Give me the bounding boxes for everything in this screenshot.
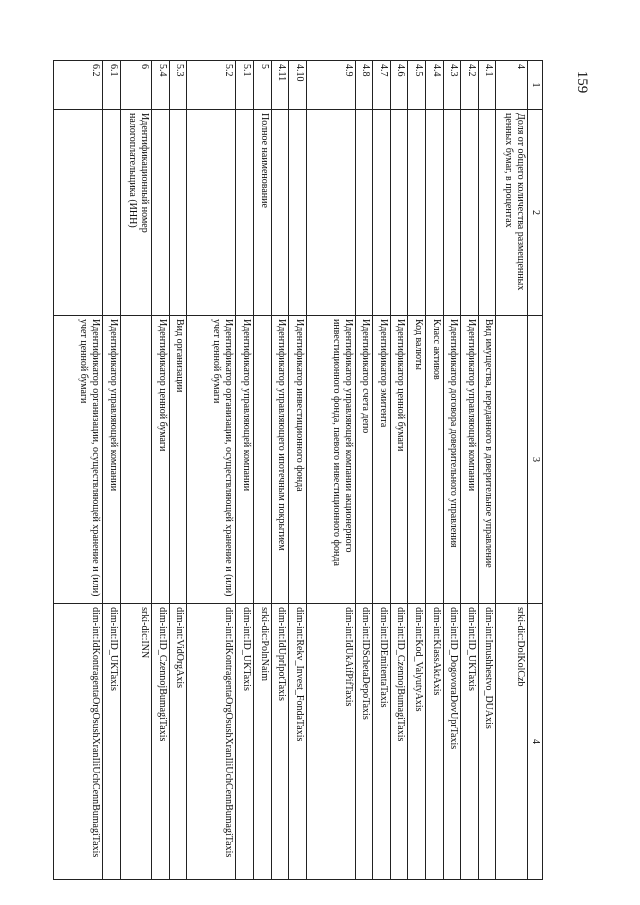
indicator-name-cell <box>289 110 307 316</box>
table-row <box>271 61 289 880</box>
dimension-name-cell: Идентификатор инвестиционного фонда <box>289 316 307 604</box>
indicator-name-cell: Полное наименование <box>254 110 272 316</box>
code-cell: dim-int:ID_UKTaxis <box>236 604 254 880</box>
indicator-name-cell <box>169 110 187 316</box>
table-row <box>103 61 121 880</box>
indicator-name-cell <box>426 110 444 316</box>
dimension-name-cell: Код валюты <box>408 316 426 604</box>
code-cell: dim-int:Kod_ValyutyAxis <box>408 604 426 880</box>
dimension-name-cell: Идентификатор эмитента <box>373 316 391 604</box>
indicator-name-cell <box>152 110 170 316</box>
code-cell: dim-int:Imushhestvo_DUAxis <box>478 604 496 880</box>
table-row <box>289 61 307 880</box>
code-cell: dim-int:ID_UKTaxis <box>103 604 121 880</box>
code-cell: dim-int:IDEmitentaTaxis <box>373 604 391 880</box>
row-number-cell: 5.2 <box>187 61 236 110</box>
row-number-cell: 4.5 <box>408 61 426 110</box>
table-row <box>54 61 103 880</box>
indicator-name-cell <box>306 110 355 316</box>
row-number-cell: 4.1 <box>478 61 496 110</box>
row-number-cell: 6 <box>120 61 152 110</box>
dimension-name-cell: Идентификатор управляющей компании <box>103 316 121 604</box>
header-cell-2: 2 <box>528 110 543 316</box>
row-number-cell: 5 <box>254 61 272 110</box>
indicator-name-cell <box>103 110 121 316</box>
row-number-cell: 4.11 <box>271 61 289 110</box>
dimension-name-cell: Идентификатор организации, осуществляющей хранение и (или) учет ценной бумаги <box>54 316 103 604</box>
table-row <box>236 61 254 880</box>
code-cell: srki-dic:INN <box>120 604 152 880</box>
table-row <box>478 61 496 880</box>
indicator-name-cell <box>443 110 461 316</box>
row-number-cell: 4.6 <box>390 61 408 110</box>
row-number-cell: 4.3 <box>443 61 461 110</box>
dimension-name-cell: Класс активов <box>426 316 444 604</box>
attribute-table <box>53 60 543 880</box>
row-number-cell: 5.3 <box>169 61 187 110</box>
table-row <box>408 61 426 880</box>
table-row <box>355 61 373 880</box>
indicator-name-cell <box>408 110 426 316</box>
code-cell: dim-int:ID_CzennojBumagiTaxis <box>152 604 170 880</box>
dimension-name-cell: Идентификатор договора доверительного управления <box>443 316 461 604</box>
table-row <box>120 61 152 880</box>
dimension-name-cell: Идентификатор счета депо <box>355 316 373 604</box>
row-number-cell: 6.1 <box>103 61 121 110</box>
table-row <box>496 61 528 880</box>
code-cell: dim-int:IdUkAifPifTaxis <box>306 604 355 880</box>
table-row <box>254 61 272 880</box>
indicator-name-cell <box>355 110 373 316</box>
indicator-name-cell <box>236 110 254 316</box>
dimension-name-cell: Идентификатор управляющего ипотечным покрытием <box>271 316 289 604</box>
code-cell: dim-int:ID_CzennojBumagiTaxis <box>390 604 408 880</box>
row-number-cell: 4.8 <box>355 61 373 110</box>
table-row <box>390 61 408 880</box>
table-row <box>373 61 391 880</box>
dimension-name-cell: Вид имущества, переданного в доверительное управление <box>478 316 496 604</box>
table-row <box>152 61 170 880</box>
indicator-name-cell <box>390 110 408 316</box>
dimension-name-cell: Идентификатор управляющей компании акционерного инвестиционного фонда, паевого инвестиционного фонда <box>306 316 355 604</box>
indicator-name-cell <box>373 110 391 316</box>
table-row <box>306 61 355 880</box>
code-cell: dim-int:IdKontragentaOrgOsushXranIliUchCennBumagiTaxis <box>187 604 236 880</box>
indicator-name-cell <box>271 110 289 316</box>
code-cell: dim-int:IDSchetaDepoTaxis <box>355 604 373 880</box>
code-cell: dim-int:IdUprIpotTaxis <box>271 604 289 880</box>
code-cell: srki-dic:PolnNaim <box>254 604 272 880</box>
page-number: 159 <box>574 70 590 94</box>
header-row <box>528 61 543 880</box>
indicator-name-cell <box>187 110 236 316</box>
row-number-cell: 5.4 <box>152 61 170 110</box>
row-number-cell: 4 <box>496 61 528 110</box>
code-cell: dim-int:KlassAktAxis <box>426 604 444 880</box>
dimension-name-cell: Вид организации <box>169 316 187 604</box>
dimension-name-cell: Идентификатор ценной бумаги <box>152 316 170 604</box>
dimension-name-cell <box>120 316 152 604</box>
header-cell-1: 1 <box>528 61 543 110</box>
row-number-cell: 6.2 <box>54 61 103 110</box>
row-number-cell: 5.1 <box>236 61 254 110</box>
code-cell: dim-int:ID_DogovoraDovUprTaxis <box>443 604 461 880</box>
dimension-name-cell: Идентификатор организации, осуществляющей хранение и (или) учет ценной бумаги <box>187 316 236 604</box>
dimension-name-cell: Идентификатор управляющей компании <box>461 316 479 604</box>
table-row <box>426 61 444 880</box>
table-row <box>187 61 236 880</box>
row-number-cell: 4.7 <box>373 61 391 110</box>
table-row <box>169 61 187 880</box>
dimension-name-cell <box>254 316 272 604</box>
rotated-table-container <box>53 60 543 880</box>
table-row <box>443 61 461 880</box>
code-cell: dim-int:IdKontragentaOrgOsushXranIliUchCennBumagiTaxis <box>54 604 103 880</box>
indicator-name-cell <box>478 110 496 316</box>
header-cell-3: 3 <box>528 316 543 604</box>
table-body <box>54 61 543 880</box>
dimension-name-cell: Идентификатор управляющей компании <box>236 316 254 604</box>
code-cell: dim-int:Rekv_Invest_FondaTaxis <box>289 604 307 880</box>
indicator-name-cell <box>54 110 103 316</box>
indicator-name-cell: Идентификационный номер налогоплательщика (ИНН) <box>120 110 152 316</box>
code-cell: dim-int:VidOrgAxis <box>169 604 187 880</box>
row-number-cell: 4.9 <box>306 61 355 110</box>
table-row <box>461 61 479 880</box>
header-cell-4: 4 <box>528 604 543 880</box>
indicator-name-cell <box>461 110 479 316</box>
dimension-name-cell: Идентификатор ценной бумаги <box>390 316 408 604</box>
row-number-cell: 4.4 <box>426 61 444 110</box>
dimension-name-cell <box>496 316 528 604</box>
row-number-cell: 4.10 <box>289 61 307 110</box>
code-cell: srki-dic:DolKolCzb <box>496 604 528 880</box>
row-number-cell: 4.2 <box>461 61 479 110</box>
code-cell: dim-int:ID_UKTaxis <box>461 604 479 880</box>
indicator-name-cell: Доля от общего количества размещенных ценных бумаг, в процентах <box>496 110 528 316</box>
